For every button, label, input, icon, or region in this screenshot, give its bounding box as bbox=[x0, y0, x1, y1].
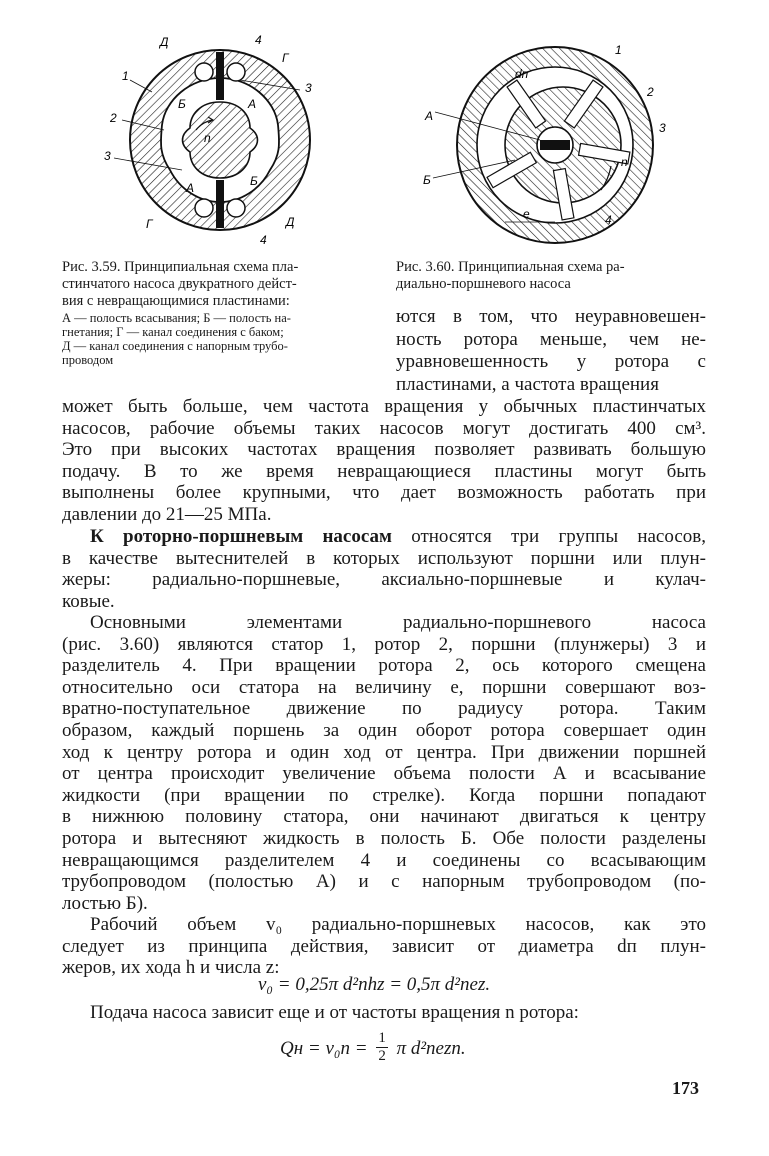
fig359-label-a-bottom: А bbox=[186, 181, 195, 195]
paragraph-2: К роторно-поршневым насосам относятся три группы насосов, в качестве вытеснителей в которых используют поршни или плун- жеры: радиально-поршневые, аксиально-поршневые и кулач- ковые. bbox=[62, 526, 706, 612]
fig359-label-b-bottom: Б bbox=[250, 174, 258, 188]
fig359-label-a-right: А bbox=[248, 97, 257, 111]
formula-flow-right: π d²пezn. bbox=[396, 1038, 466, 1059]
fig359-label-3-top: 3 bbox=[305, 81, 312, 95]
paragraph-4: Рабочий объем v₀ радиально-поршневых насосов, как это следует из принципа действия, зависит от диаметра dп плун- жеров, их хода h и числа z: bbox=[62, 914, 706, 979]
fig359-label-1: 1 bbox=[122, 69, 129, 83]
fig360-label-4: 4 bbox=[605, 213, 612, 227]
fig359-label-d-bottom: Д bbox=[286, 215, 295, 229]
fraction-numerator: 1 bbox=[378, 1030, 386, 1046]
fig359-label-b-left: Б bbox=[178, 97, 186, 111]
fig360-label-b: Б bbox=[423, 173, 431, 187]
formula-flow-fraction bbox=[376, 1030, 388, 1065]
paragraph-5: Подача насоса зависит еще и от частоты вращения n ротора: bbox=[90, 1002, 579, 1023]
section-lead: К роторно-поршневым насосам bbox=[90, 526, 392, 547]
fig360-label-2: 2 bbox=[647, 85, 654, 99]
paragraph-3: Основными элементами радиально-поршневого насоса (рис. 3.60) являются статор 1, ротор 2, поршни (плунжеры) 3 и разделитель 4. При вращении ротора 2, ось которого смещена относительно оси статора на величину e, поршни совершают воз- вратно-поступательное движение по радиусу ротора. Таким образом, каждый поршень за один оборот ротора совершает один ход к центру ротора и один ход от центра. При движении поршней от центра происходит увеличение объема полости А и всасывание жидкости (при вращении по стрелке). Когда поршни попадают в нижнюю половину статора, они начинают двигаться к центру ротора и вытесняют жидкость в полость Б. Обе полости разделены невращающимся разделителем 4 и соединены со всасывающим трубопроводом (полостью А) и с напорным трубопроводом (по- лостью Б). bbox=[62, 612, 706, 914]
fig360-label-dn: dп bbox=[515, 67, 529, 81]
figure-3-59-legend: А — полость всасывания; Б — полость на- гнетания; Г — канал соединения с баком; Д — канал соединения с напорным трубо- проводом bbox=[62, 311, 291, 367]
paragraph-1: может быть больше, чем частота вращения у обычных пластинчатых насосов, рабочие объемы таких насосов могут достигать 400 см³. Это при высоких частотах вращения позволяет развивать большую подачу. В то же время невращающиеся пластины могут быть выполнены более крупными, что дает возможность работать при давлении до 21—25 МПа. bbox=[62, 396, 706, 525]
fig360-label-e: e bbox=[523, 207, 530, 221]
fig360-label-1: 1 bbox=[615, 43, 622, 57]
formula-working-volume: v₀ = 0,25π d²пhz = 0,5π d²пez. bbox=[258, 974, 491, 995]
fig359-label-g-top: Г bbox=[282, 51, 289, 65]
fraction-denominator: 2 bbox=[378, 1048, 386, 1064]
formula-flow-left: Qн = v₀n = bbox=[280, 1038, 368, 1059]
fig360-label-n: n bbox=[621, 155, 628, 169]
fig360-label-3: 3 bbox=[659, 121, 666, 135]
right-column-text: ются в том, что неуравновешен- ность ротора меньше, чем не- уравновешенность у ротора с пластинами, а частота вращения bbox=[396, 306, 706, 395]
fig360-label-a: А bbox=[425, 109, 434, 123]
figure-3-59-caption: Рис. 3.59. Принципиальная схема пла- стинчатого насоса двукратного дейст- вия с невращающимися пластинами: bbox=[62, 259, 299, 309]
fig359-label-d-top: Д bbox=[160, 35, 169, 49]
formula-pump-flow bbox=[280, 1030, 466, 1070]
fig359-label-g-bottom: Г bbox=[146, 217, 153, 231]
fig359-label-n: n bbox=[204, 131, 211, 145]
figure-3-60-caption: Рис. 3.60. Принципиальная схема ра- диально-поршневого насоса bbox=[396, 259, 625, 292]
figure-3-60 bbox=[415, 40, 675, 250]
fig359-label-2: 2 bbox=[110, 111, 117, 125]
page-number: 173 bbox=[672, 1078, 699, 1098]
fig359-label-3-left: 3 bbox=[104, 149, 111, 163]
fig359-label-4-bottom: 4 bbox=[260, 233, 267, 247]
fig359-label-4-top: 4 bbox=[255, 33, 262, 47]
figure-3-59 bbox=[100, 30, 370, 255]
